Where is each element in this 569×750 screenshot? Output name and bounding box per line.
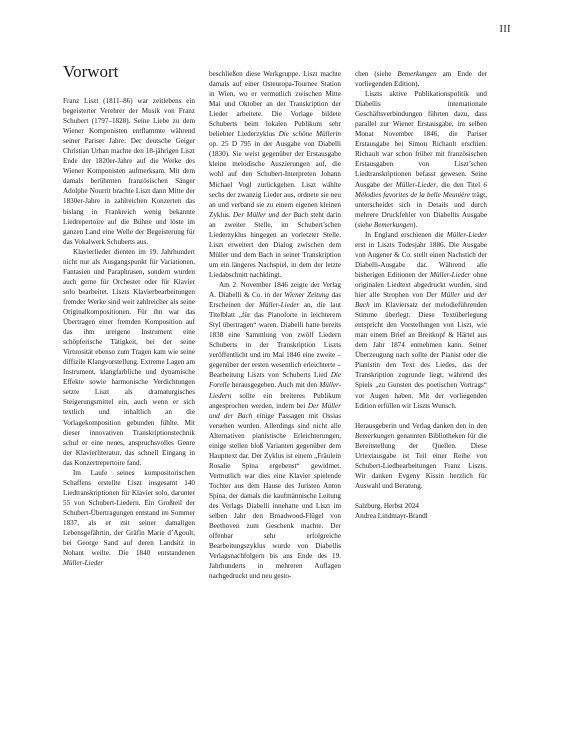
page-title: Vorwort — [63, 62, 119, 81]
paragraph: In England erschienen die Müller-Lieder erst in Liszts Todesjahr 1886. Die Ausgabe von Augener & Co. stellt einen Nachstich der Diabelli-Ausgabe dar. Während alle bisherigen Editionen der Müller-Lieder ohne originalen Liedtext abgedruckt wurden, sind hier alle Strophen von Der Müller und der Bach im Klaviersatz der melodieführenden Stimme überlegt. Diese Textüberlegung entspricht den Vorstellungen von Liszt, wie man einem Brief an Breitkopf & Härtel aus dem Jahr 1874 entnehmen kann. Seiner Überzeugung nach sollte der Pianist oder die Pianistin den Text des Liedes, das der Transkription zugrunde liegt, während des Spiels „zu Gunsten des poetischen Vortrags“ vor Augen haben. Mit der vorliegenden Edition erfüllen wir Liszts Wunsch. — [355, 230, 488, 410]
text-column-2 — [209, 69, 341, 581]
paragraph: Klavierlieder dienten im 19. Jahrhundert nicht nur als Ausgangspunkt für Variationen, Fantasien und Paraphrasen, sondern wurden auch gerne für Orchester oder für Klavier solo bearbeitet. Liszts Klavierbearbeitungen fremder Werke sind weit zahlreicher als seine Originalkompositionen. Für ihn war das Übertragen einer fremden Komposition auf das ihm ureigene Instrument eine schöpferische Tätigkeit, bei der seine Virtuosität ebenso zum Tragen kam wie seine diffizile Klangvorstellung. Extreme Lagen am Instrument, klangfarbliche und dynamische Effekte sowie harmonische Verdichtungen setzte Liszt als dramaturgisches Steigerungsmittel ein, auch wenn er sich textlich und inhaltlich an die Vorlagekomposition gebunden fühlte. Mit dieser innovativen Transkriptionstechnik schuf er eine neues, anspruchsvolles Genre der Klavierliteratur, das schnell Eingang in das Konzertrepertoire fand. — [63, 247, 195, 467]
place-date: Salzburg, Herbst 2024 — [355, 501, 419, 510]
author-name: Andrea Lindmayr-Brandl — [355, 511, 428, 520]
spacer — [355, 491, 487, 501]
paragraph: chen (siehe Bemerkungen am Ende der vorliegenden Edition). — [355, 70, 487, 89]
paragraph: Franz Liszt (1811–86) war zeitlebens ein begeisterter Verehrer der Musik von Franz Schubert (1797–1828). Seine Liebe zu dem Wiener Komponisten entflammte während seiner Pariser Jahre: Der deutsche Geiger Christian Urhan machte den 18-jährigen Liszt Ende der 1820er-Jahre auf die Werke des Wiener Komponisten aufmerksam. Mit dem damals berühmten französischen Sänger Adolphe Nourrit brachte Liszt dann Mitte der 1830er-Jahre in zahlreichen Konzerten das bislang in Frankreich wenig bekannte Liedrepertoire auf die Bühne und löste im ganzen Land eine Welle der Begeisterung für das Vokalwerk Schuberts aus. — [63, 97, 195, 246]
text-column-3 — [355, 69, 487, 521]
page-number: III — [499, 24, 511, 35]
paragraph: beschließen diese Werkgruppe. Liszt machte damals auf einer Osteuropa-Tournee Station in Wien, wo er vermutlich zwischen Mitte Mai und Oktober an der Transkription der Lieder arbeitete. Die Vorlage bildete Schuberts beim lokalen Publikum sehr beliebter Liederzyklus Die schöne Müllerin op. 25 D 795 in der Ausgabe von Diabelli (1830). Sie weist gegenüber der Erstausgabe kleine melodische Auszierungen auf, die wohl auf den Schubert-Interpreten Johann Michael Vogl zurückgehen. Liszt wählte sechs der zwanzig Lieder aus, ordnete sie neu an und verband sie zu einem eigenen kleinen Zyklus. Der Müller und der Bach steht darin an zweiter Stelle, im Schubert’schen Liederzyklus hingegen an vorletzter Stelle. Liszt erweitert den Dialog zwischen dem Müller und dem Bach in seiner Transkription um ein längeres Nachspiel, in dem der letzte Liedabschnitt nachklingt. — [209, 70, 341, 279]
paragraph: Im Laufe seines kompositorischen Schaffens erstellte Liszt insgesamt 140 Liedtranskriptionen für Klavier solo, darunter 55 von Schubert-Liedern. Ein Großteil der Schubert-Übertragungen entstand im Sommer 1837, als er mit seiner damaligen Lebensgefährtin, der Gräfin Marie d’Agoult, bei George Sand auf deren Landsitz in Nohant weilte. Die 1840 entstandenen Müller-Lieder — [63, 468, 195, 568]
text-column-1 — [63, 96, 195, 568]
paragraph: Am 2. November 1846 zeigte der Verlag A. Diabelli & Co. in der Wiener Zeitung das Erscheinen der Müller-Lieder an, die laut Titelblatt „für das Pianoforte in leichterem Styl übertragen“ waren. Diabelli hatte bereits 1838 eine Sammlung von zwölf Liedern Schuberts in der Transkription Liszts veröffentlicht und im Mai 1846 eine zweite – gegenüber der ersten wesentlich erleichterte – Bearbeitung Liszts von Schuberts Lied Die Forelle herausgegeben. Auch mit den Müller-Liedern sollte ein breiteres Publikum angesprochen werden, indem bei Der Müller und der Bach einige Passagen mit Ossias versehen wurden. Allerdings sind nicht alle Alternativen pianistische Erleichterungen, einige stellen bloß Varianten gegenüber dem Haupttext dar. Der Zyklus ist einem „Fräulein Rosalie Spina ergebenst“ gewidmet. Vermutlich war dies eine Klavier spielende Tochter aus dem Hause des Juristen Anton Spina, der damals die kaufmännische Leitung des Verlags Diabelli innehatte und Liszt im selben Jahr den Broadwood-Flügel von Beethoven zum Geschenk machte. Der offenbar sehr erfolgreiche Bearbeitungszyklus wurde von Diabellis Verlagsnachfolgern bis ans Ende des 19. Jahrhunderts in mehreren Auflagen nachgedruckt und neu gesto- — [209, 280, 341, 581]
spacer — [355, 411, 487, 421]
acknowledgement-paragraph: Herausgeberin und Verlag danken den in den Bemerkungen genannten Bibliotheken für die Bereitstellung der Quellen. Diese Urtextausgabe ist Teil einer Reihe von Schubert-Liedbearbeitungen Franz Liszts. Wir danken Evgeny Kissin herzlich für Auswahl und Beratung. — [355, 421, 487, 490]
paragraph: Liszts aktive Publikationspolitik und Diabellis internationale Geschäftsverbindungen führten dazu, dass parallel zur Wiener Erstausgabe, im selben Monat November 1846, die Pariser Erstausgabe bei Simon Richault erschien. Richault war schon früher mit französischen Erstausgaben von Liszt’schen Liedtranskriptionen befasst gewesen. Seine Ausgabe der Müller-Lieder, die den Titel 6 Mélodies favorites de la belle Meunière trägt, unterscheidet sich in Details und durch mehrere Druckfehler von Diabellis Ausgabe (siehe Bemerkungen). — [355, 90, 488, 229]
